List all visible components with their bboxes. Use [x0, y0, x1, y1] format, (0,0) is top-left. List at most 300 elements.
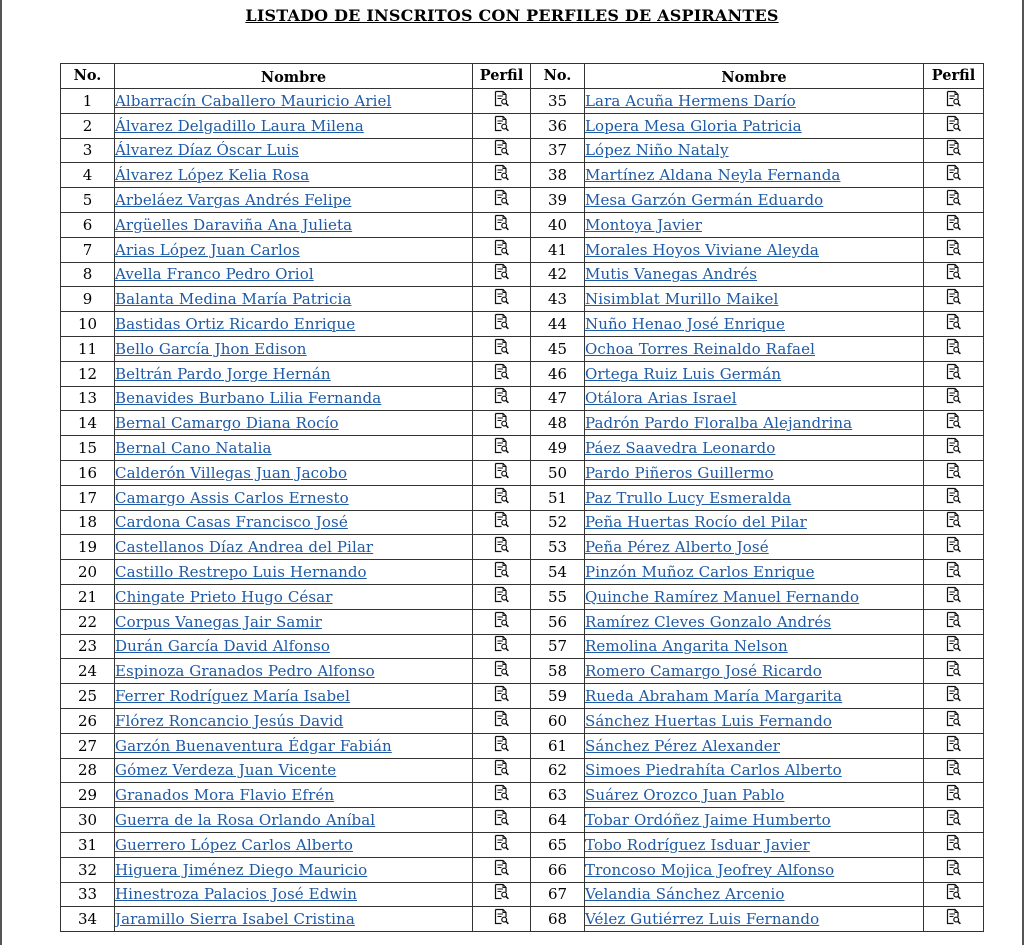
document-search-icon[interactable] — [493, 586, 510, 608]
applicant-name-cell — [115, 832, 473, 857]
applicant-name-link[interactable]: Simoes Piedrahíta Carlos Alberto — [585, 761, 842, 780]
document-search-icon[interactable] — [945, 784, 962, 806]
table-row — [61, 907, 984, 932]
profile-cell — [473, 460, 531, 485]
profile-cell — [924, 510, 984, 535]
applicant-name-cell — [585, 386, 924, 411]
applicant-number: 25 — [61, 684, 115, 709]
applicant-name-link[interactable]: Beltrán Pardo Jorge Hernán — [115, 364, 331, 383]
table-row — [61, 113, 984, 138]
document-search-icon[interactable] — [945, 263, 962, 285]
profile-cell — [473, 336, 531, 361]
profile-cell — [924, 907, 984, 932]
applicant-name-link[interactable]: Higuera Jiménez Diego Mauricio — [115, 860, 368, 879]
table-row — [61, 460, 984, 485]
applicant-number: 31 — [61, 832, 115, 857]
document-search-icon[interactable] — [945, 214, 962, 236]
applicant-name-cell — [585, 609, 924, 634]
document-search-icon[interactable] — [945, 660, 962, 682]
applicants-table — [60, 63, 984, 932]
table-row — [61, 535, 984, 560]
applicant-name-cell — [585, 634, 924, 659]
applicant-number: 29 — [61, 783, 115, 808]
applicant-number: 33 — [61, 882, 115, 907]
profile-cell — [924, 659, 984, 684]
profile-cell — [473, 609, 531, 634]
applicant-name-link[interactable]: Suárez Orozco Juan Pablo — [585, 786, 785, 805]
profile-cell — [473, 212, 531, 237]
applicant-name-link[interactable]: Peña Huertas Rocío del Pilar — [585, 513, 807, 532]
applicant-name-link[interactable]: Sánchez Huertas Luis Fernando — [585, 711, 833, 730]
document-search-icon[interactable] — [493, 487, 510, 509]
profile-cell — [924, 460, 984, 485]
applicant-number: 64 — [531, 808, 585, 833]
applicant-name-link[interactable]: Pardo Piñeros Guillermo — [585, 463, 774, 482]
applicant-name-link[interactable]: Avella Franco Pedro Oriol — [115, 265, 314, 284]
document-search-icon[interactable] — [493, 338, 510, 360]
table-row — [61, 386, 984, 411]
document-search-icon[interactable] — [945, 90, 962, 112]
applicant-name-link[interactable]: Páez Saavedra Leonardo — [585, 439, 776, 458]
table-row — [61, 684, 984, 709]
document-search-icon[interactable] — [493, 735, 510, 757]
document-search-icon[interactable] — [493, 784, 510, 806]
applicant-number: 46 — [531, 361, 585, 386]
table-row — [61, 584, 984, 609]
applicant-number: 49 — [531, 436, 585, 461]
applicant-name-link[interactable]: Castellanos Díaz Andrea del Pilar — [115, 538, 374, 557]
applicant-name-link[interactable]: Bastidas Ortiz Ricardo Enrique — [115, 315, 356, 334]
applicant-number: 35 — [531, 89, 585, 114]
document-search-icon[interactable] — [493, 189, 510, 211]
document-search-icon[interactable] — [945, 363, 962, 385]
document-search-icon[interactable] — [945, 338, 962, 360]
applicant-name-cell — [585, 832, 924, 857]
page-edge-left — [0, 0, 2, 945]
applicant-number: 27 — [61, 733, 115, 758]
applicant-number: 6 — [61, 212, 115, 237]
applicant-name-link[interactable]: Balanta Medina María Patricia — [115, 290, 352, 309]
profile-cell — [924, 733, 984, 758]
applicant-name-link[interactable]: Hinestroza Palacios José Edwin — [115, 885, 357, 904]
applicant-name-cell — [115, 361, 473, 386]
profile-cell — [473, 312, 531, 337]
applicant-name-cell — [585, 733, 924, 758]
applicant-name-cell — [115, 485, 473, 510]
table-row — [61, 758, 984, 783]
applicant-name-cell — [585, 138, 924, 163]
applicant-number: 54 — [531, 560, 585, 585]
applicant-name-cell — [585, 708, 924, 733]
applicant-name-link[interactable]: Cardona Casas Francisco José — [115, 513, 348, 532]
table-row — [61, 510, 984, 535]
applicant-number: 21 — [61, 584, 115, 609]
applicant-name-link[interactable]: Montoya Javier — [585, 215, 702, 234]
applicant-number: 24 — [61, 659, 115, 684]
table-row — [61, 212, 984, 237]
document-search-icon[interactable] — [945, 834, 962, 856]
applicant-name-link[interactable]: Rueda Abraham María Margarita — [585, 687, 843, 706]
applicant-number: 67 — [531, 882, 585, 907]
profile-cell — [924, 684, 984, 709]
table-row — [61, 634, 984, 659]
profile-cell — [924, 138, 984, 163]
applicant-number: 4 — [61, 163, 115, 188]
applicant-name-cell — [115, 510, 473, 535]
applicant-name-cell — [585, 89, 924, 114]
profile-cell — [924, 808, 984, 833]
applicant-name-link[interactable]: Guerrero López Carlos Alberto — [115, 835, 353, 854]
document-search-icon[interactable] — [945, 412, 962, 434]
document-search-icon[interactable] — [493, 834, 510, 856]
applicant-name-link[interactable]: Bernal Camargo Diana Rocío — [115, 414, 339, 433]
document-search-icon[interactable] — [945, 710, 962, 732]
applicant-name-link[interactable]: Pinzón Muñoz Carlos Enrique — [585, 563, 815, 582]
applicant-name-link[interactable]: Calderón Villegas Juan Jacobo — [115, 463, 348, 482]
document-search-icon[interactable] — [493, 462, 510, 484]
profile-cell — [924, 857, 984, 882]
applicant-name-link[interactable]: Otálora Arias Israel — [585, 389, 737, 408]
header-perfil-right: Perfil — [924, 64, 984, 89]
profile-cell — [924, 262, 984, 287]
applicant-name-link[interactable]: Velandia Sánchez Arcenio — [585, 885, 785, 904]
document-search-icon[interactable] — [493, 710, 510, 732]
applicant-name-link[interactable]: Corpus Vanegas Jair Samir — [115, 612, 322, 631]
document-search-icon[interactable] — [493, 685, 510, 707]
profile-cell — [473, 783, 531, 808]
profile-cell — [473, 560, 531, 585]
profile-cell — [924, 783, 984, 808]
applicant-number: 59 — [531, 684, 585, 709]
document-search-icon[interactable] — [945, 164, 962, 186]
document-search-icon[interactable] — [493, 214, 510, 236]
profile-cell — [924, 287, 984, 312]
table-row — [61, 882, 984, 907]
table-row — [61, 188, 984, 213]
profile-cell — [924, 708, 984, 733]
applicant-name-link[interactable]: Bernal Cano Natalia — [115, 439, 272, 458]
profile-cell — [473, 535, 531, 560]
profile-cell — [473, 684, 531, 709]
table-row — [61, 832, 984, 857]
table-row — [61, 312, 984, 337]
applicant-name-link[interactable]: Martínez Aldana Neyla Fernanda — [585, 166, 841, 185]
document-search-icon[interactable] — [945, 487, 962, 509]
applicant-name-link[interactable]: Garzón Buenaventura Édgar Fabián — [115, 736, 392, 755]
applicant-number: 62 — [531, 758, 585, 783]
applicant-name-link[interactable]: Espinoza Granados Pedro Alfonso — [115, 662, 375, 681]
document-search-icon[interactable] — [945, 139, 962, 161]
profile-cell — [473, 758, 531, 783]
applicant-name-cell — [585, 237, 924, 262]
applicant-name-link[interactable]: Benavides Burbano Lilia Fernanda — [115, 389, 382, 408]
document-search-icon[interactable] — [945, 511, 962, 533]
applicant-name-link[interactable]: Álvarez Díaz Óscar Luis — [115, 141, 299, 160]
applicant-name-link[interactable]: Mutis Vanegas Andrés — [585, 265, 758, 284]
profile-cell — [473, 882, 531, 907]
profile-cell — [924, 609, 984, 634]
document-search-icon[interactable] — [945, 288, 962, 310]
applicant-name-link[interactable]: López Niño Nataly — [585, 141, 729, 160]
applicant-number: 43 — [531, 287, 585, 312]
table-body — [61, 89, 984, 932]
applicant-number: 42 — [531, 262, 585, 287]
applicant-name-link[interactable]: Álvarez López Kelia Rosa — [115, 166, 310, 185]
document-search-icon[interactable] — [493, 660, 510, 682]
applicant-name-link[interactable]: Ferrer Rodríguez María Isabel — [115, 687, 351, 706]
applicant-name-link[interactable]: Tobar Ordóñez Jaime Humberto — [585, 811, 831, 829]
applicant-name-link[interactable]: Arbeláez Vargas Andrés Felipe — [115, 191, 352, 210]
document-search-icon[interactable] — [493, 536, 510, 558]
document-search-icon[interactable] — [493, 239, 510, 261]
applicant-name-cell — [585, 758, 924, 783]
header-perfil-left: Perfil — [473, 64, 531, 89]
table-row — [61, 609, 984, 634]
applicant-number: 36 — [531, 113, 585, 138]
applicant-number: 23 — [61, 634, 115, 659]
profile-cell — [924, 361, 984, 386]
document-search-icon[interactable] — [945, 735, 962, 757]
document-search-icon[interactable] — [945, 462, 962, 484]
applicant-number: 45 — [531, 336, 585, 361]
document-search-icon[interactable] — [945, 239, 962, 261]
document-search-icon[interactable] — [945, 437, 962, 459]
profile-cell — [473, 138, 531, 163]
applicant-number: 66 — [531, 857, 585, 882]
applicant-name-cell — [115, 659, 473, 684]
document-search-icon[interactable] — [493, 288, 510, 310]
table-row — [61, 659, 984, 684]
applicant-number: 41 — [531, 237, 585, 262]
profile-cell — [924, 212, 984, 237]
profile-cell — [473, 287, 531, 312]
document-search-icon[interactable] — [493, 809, 510, 831]
profile-cell — [924, 758, 984, 783]
applicant-name-link[interactable]: Ramírez Cleves Gonzalo Andrés — [585, 612, 832, 631]
profile-cell — [473, 907, 531, 932]
document-search-icon[interactable] — [945, 561, 962, 583]
profile-cell — [924, 386, 984, 411]
document-search-icon[interactable] — [493, 412, 510, 434]
applicant-name-link[interactable]: Chingate Prieto Hugo César — [115, 587, 333, 606]
applicant-number: 44 — [531, 312, 585, 337]
profile-cell — [924, 584, 984, 609]
applicant-name-link[interactable]: Camargo Assis Carlos Ernesto — [115, 488, 349, 507]
applicant-name-link[interactable]: Padrón Pardo Floralba Alejandrina — [585, 414, 853, 433]
applicant-name-cell — [585, 212, 924, 237]
applicant-name-link[interactable]: Romero Camargo José Ricardo — [585, 662, 822, 681]
applicant-name-link[interactable]: Nuño Henao José Enrique — [585, 315, 786, 334]
applicant-name-link[interactable]: Quinche Ramírez Manuel Fernando — [585, 587, 860, 606]
document-search-icon[interactable] — [493, 859, 510, 881]
profile-cell — [473, 808, 531, 833]
applicant-name-link[interactable]: Peña Pérez Alberto José — [585, 538, 769, 557]
applicant-number: 65 — [531, 832, 585, 857]
profile-cell — [473, 411, 531, 436]
document-search-icon[interactable] — [945, 611, 962, 633]
profile-cell — [473, 659, 531, 684]
table-row — [61, 138, 984, 163]
applicant-name-cell — [585, 113, 924, 138]
applicant-name-cell — [115, 560, 473, 585]
document-search-icon[interactable] — [945, 859, 962, 881]
profile-cell — [924, 312, 984, 337]
document-search-icon[interactable] — [493, 561, 510, 583]
applicant-name-cell — [585, 907, 924, 932]
document-search-icon[interactable] — [493, 387, 510, 409]
applicant-name-cell — [585, 584, 924, 609]
applicant-number: 40 — [531, 212, 585, 237]
document-search-icon[interactable] — [493, 759, 510, 781]
document-search-icon[interactable] — [945, 387, 962, 409]
applicant-name-link[interactable]: Argüelles Daraviña Ana Julieta — [115, 215, 353, 234]
applicant-number: 37 — [531, 138, 585, 163]
applicant-name-cell — [115, 312, 473, 337]
applicant-name-cell — [585, 262, 924, 287]
applicant-name-link[interactable]: Castillo Restrepo Luis Hernando — [115, 563, 367, 582]
applicant-number: 60 — [531, 708, 585, 733]
profile-cell — [473, 857, 531, 882]
table-row — [61, 733, 984, 758]
applicant-name-link[interactable]: Mesa Garzón Germán Eduardo — [585, 191, 824, 210]
applicant-name-cell — [115, 460, 473, 485]
applicant-name-cell — [115, 882, 473, 907]
applicant-name-cell — [115, 386, 473, 411]
profile-cell — [924, 535, 984, 560]
document-search-icon[interactable] — [945, 883, 962, 905]
profile-cell — [473, 262, 531, 287]
table-row — [61, 237, 984, 262]
applicant-name-cell — [115, 584, 473, 609]
profile-cell — [924, 436, 984, 461]
table-row — [61, 808, 984, 833]
table-row — [61, 163, 984, 188]
document-search-icon[interactable] — [493, 263, 510, 285]
applicant-name-link[interactable]: Guerra de la Rosa Orlando Aníbal — [115, 811, 376, 829]
profile-cell — [924, 485, 984, 510]
profile-cell — [473, 733, 531, 758]
applicant-number: 47 — [531, 386, 585, 411]
profile-cell — [924, 560, 984, 585]
document-search-icon[interactable] — [945, 809, 962, 831]
applicant-name-cell — [115, 609, 473, 634]
applicant-name-cell — [585, 361, 924, 386]
table-row — [61, 783, 984, 808]
applicant-name-link[interactable]: Granados Mora Flavio Efrén — [115, 786, 335, 805]
applicant-name-link[interactable]: Álvarez Delgadillo Laura Milena — [115, 116, 364, 135]
document-search-icon[interactable] — [493, 90, 510, 112]
document-search-icon[interactable] — [493, 139, 510, 161]
applicant-name-cell — [585, 163, 924, 188]
table-row — [61, 708, 984, 733]
document-search-icon[interactable] — [945, 313, 962, 335]
document-search-icon[interactable] — [945, 536, 962, 558]
applicant-name-link[interactable]: Paz Trullo Lucy Esmeralda — [585, 488, 792, 507]
applicant-name-cell — [115, 89, 473, 114]
applicant-number: 22 — [61, 609, 115, 634]
document-search-icon[interactable] — [493, 611, 510, 633]
header-num-right: No. — [531, 64, 585, 89]
header-name-right: Nombre — [585, 64, 924, 89]
applicant-name-cell — [115, 733, 473, 758]
applicant-name-link[interactable]: Jaramillo Sierra Isabel Cristina — [115, 910, 355, 929]
applicant-name-cell — [115, 138, 473, 163]
applicant-number: 8 — [61, 262, 115, 287]
document-search-icon[interactable] — [493, 883, 510, 905]
applicant-name-link[interactable]: Tobo Rodríguez Isduar Javier — [585, 835, 810, 854]
document-search-icon[interactable] — [945, 586, 962, 608]
applicant-number: 7 — [61, 237, 115, 262]
document-search-icon[interactable] — [493, 164, 510, 186]
applicant-name-link[interactable]: Gómez Verdeza Juan Vicente — [115, 761, 337, 780]
applicant-name-link[interactable]: Morales Hoyos Viviane Aleyda — [585, 240, 819, 259]
applicant-name-link[interactable]: Durán García David Alfonso — [115, 637, 331, 656]
document-search-icon[interactable] — [945, 635, 962, 657]
applicant-number: 11 — [61, 336, 115, 361]
profile-cell — [924, 411, 984, 436]
applicant-name-link[interactable]: Arias López Juan Carlos — [115, 240, 300, 259]
table-row — [61, 361, 984, 386]
applicant-name-link[interactable]: Lara Acuña Hermens Darío — [585, 91, 796, 110]
applicant-name-cell — [585, 882, 924, 907]
applicant-number: 2 — [61, 113, 115, 138]
document-search-icon[interactable] — [493, 511, 510, 533]
applicant-number: 57 — [531, 634, 585, 659]
document-search-icon[interactable] — [493, 635, 510, 657]
document-search-icon[interactable] — [945, 685, 962, 707]
applicant-name-link[interactable]: Bello García Jhon Edison — [115, 339, 307, 358]
applicant-name-cell — [585, 485, 924, 510]
document-search-icon[interactable] — [945, 189, 962, 211]
document-search-icon[interactable] — [945, 115, 962, 137]
profile-cell — [473, 89, 531, 114]
document-search-icon[interactable] — [493, 908, 510, 930]
table-row — [61, 436, 984, 461]
applicant-name-cell — [115, 758, 473, 783]
applicant-name-link[interactable]: Ochoa Torres Reinaldo Rafael — [585, 339, 815, 358]
applicant-name-link[interactable]: Remolina Angarita Nelson — [585, 637, 788, 656]
applicant-number: 19 — [61, 535, 115, 560]
applicant-name-cell — [115, 535, 473, 560]
applicant-name-link[interactable]: Vélez Gutiérrez Luis Fernando — [585, 910, 820, 929]
applicant-name-cell — [585, 808, 924, 833]
applicant-number: 52 — [531, 510, 585, 535]
applicant-name-cell — [585, 857, 924, 882]
applicant-number: 26 — [61, 708, 115, 733]
applicant-number: 39 — [531, 188, 585, 213]
document-search-icon[interactable] — [945, 759, 962, 781]
applicant-name-link[interactable]: Flórez Roncancio Jesús David — [115, 711, 344, 730]
document-search-icon[interactable] — [493, 363, 510, 385]
applicant-number: 68 — [531, 907, 585, 932]
applicant-name-link[interactable]: Albarracín Caballero Mauricio Ariel — [115, 91, 392, 110]
applicant-name-link[interactable]: Troncoso Mojica Jeofrey Alfonso — [585, 860, 835, 879]
applicant-name-cell — [585, 436, 924, 461]
applicant-name-link[interactable]: Lopera Mesa Gloria Patricia — [585, 116, 802, 135]
table-row — [61, 89, 984, 114]
applicant-name-link[interactable]: Sánchez Pérez Alexander — [585, 736, 781, 755]
table-row — [61, 857, 984, 882]
applicant-number: 50 — [531, 460, 585, 485]
document-search-icon[interactable] — [493, 437, 510, 459]
applicant-name-link[interactable]: Ortega Ruiz Luis Germán — [585, 364, 782, 383]
document-search-icon[interactable] — [945, 908, 962, 930]
document-search-icon[interactable] — [493, 115, 510, 137]
document-search-icon[interactable] — [493, 313, 510, 335]
applicant-name-link[interactable]: Nisimblat Murillo Maikel — [585, 290, 779, 309]
applicant-number: 1 — [61, 89, 115, 114]
applicant-name-cell — [585, 659, 924, 684]
